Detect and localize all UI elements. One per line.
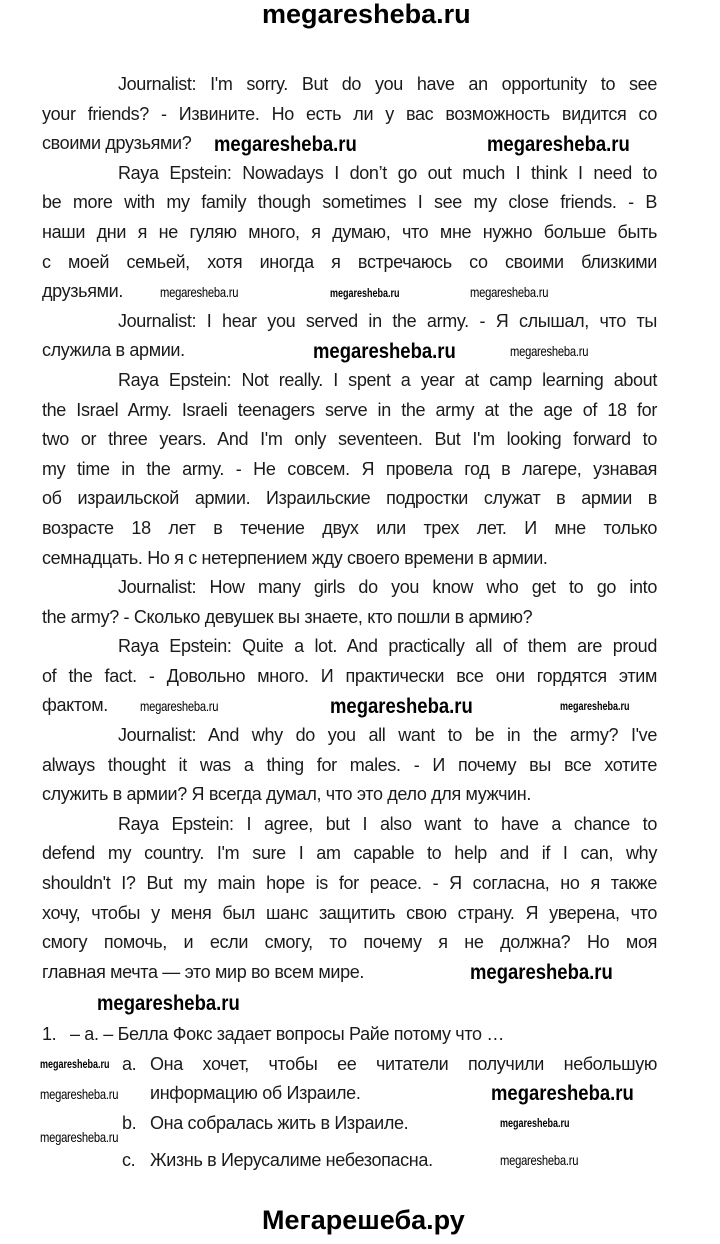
text-line: always thought it was a thing for males. - И почему вы все хотите [42, 754, 657, 775]
option-letter: c. [122, 1150, 136, 1171]
option-text: Она собралась жить в Израиле. [150, 1112, 409, 1133]
text-line: Journalist: And why do you all want to be in the army? I've [118, 725, 657, 746]
text-line: two or three years. And I'm only seventeen. But I'm looking forward to [42, 429, 657, 450]
text-line: об израильской армии. Израильские подростки служат в армии в [42, 488, 657, 509]
watermark: megaresheba.ru [97, 992, 240, 1015]
watermark: megaresheba.ru [40, 1129, 119, 1145]
watermark: megaresheba.ru [510, 343, 589, 359]
watermark: megaresheba.ru [140, 698, 219, 714]
text-line: the Israel Army. Israeli teenagers serve in the army at the age of 18 for [42, 399, 657, 420]
watermark: megaresheba.ru [487, 133, 630, 156]
watermark: megaresheba.ru [40, 1086, 119, 1102]
watermark: megaresheba.ru [330, 286, 400, 300]
text-line: главная мечта — это мир во всем мире. [42, 961, 365, 982]
option-text: информацию об Израиле. [150, 1083, 361, 1104]
text-line: семнадцать. Но я с нетерпением жду своего времени в армии. [42, 547, 548, 568]
text-line: Raya Epstein: Not really. I spent a year at camp learning about [118, 369, 657, 390]
option-item [42, 1050, 657, 1080]
text-line: my time in the army. - Не совсем. Я провела год в лагере, узнавая [42, 458, 657, 479]
text-line: наши дни я не гуляю много, я думаю, что мне нужно больше быть [42, 221, 657, 242]
paragraph [42, 573, 657, 632]
text-line: Journalist: How many girls do you know who get to go into [118, 577, 657, 598]
option-text: Она хочет, чтобы ее читатели получили небольшую [150, 1053, 657, 1074]
text-line: Raya Epstein: Nowadays I don’t go out much I think I need to [118, 162, 657, 183]
watermark: megaresheba.ru [560, 699, 630, 713]
header-watermark: megaresheba.ru [262, 0, 471, 29]
text-line: Journalist: I hear you served in the army. - Я слышал, что ты [118, 310, 657, 331]
question-number: 1. [42, 1024, 57, 1044]
watermark: megaresheba.ru [160, 284, 239, 300]
footer-watermark: Мегарешеба.ру [262, 1205, 465, 1235]
text-line: служила в армии. [42, 340, 185, 361]
question-item [42, 1020, 657, 1050]
paragraph [42, 721, 657, 810]
text-line: be more with my family though sometimes I see my close friends. - В [42, 192, 657, 213]
paragraph [42, 159, 657, 307]
text-line: of the fact. - Довольно много. И практически все они гордятся этим [42, 665, 657, 686]
text-line: смогу помочь, и если смогу, то почему я не должна? Но моя [42, 932, 657, 953]
option-letter: b. [122, 1112, 137, 1133]
paragraph [42, 366, 657, 573]
watermark: megaresheba.ru [470, 961, 613, 984]
text-line: возрасте 18 лет в течение двух или трех лет. И мне только [42, 517, 657, 538]
text-line: shouldn't I? But my main hope is for peace. - Я согласна, но я также [42, 873, 657, 894]
text-line: Journalist: I'm sorry. But do you have an opportunity to see [118, 74, 657, 94]
watermark: megaresheba.ru [313, 340, 456, 363]
watermark: megaresheba.ru [500, 1116, 570, 1130]
watermark: megaresheba.ru [470, 284, 549, 300]
text-line: служить в армии? Я всегда думал, что это дело для мужчин. [42, 784, 532, 805]
option-letter: a. [122, 1053, 137, 1074]
text-line: друзьями. [42, 281, 123, 302]
interview-text [42, 70, 657, 987]
text-line: фактом. [42, 695, 108, 716]
text-line: defend my country. I'm sure I am capable to help and if I can, why [42, 843, 657, 864]
question-text: – а. – Белла Фокс задает вопросы Райе потому что … [70, 1024, 504, 1044]
text-line: Raya Epstein: Quite a lot. And practically all of them are proud [118, 636, 657, 657]
watermark: megaresheba.ru [214, 133, 357, 156]
watermark: megaresheba.ru [330, 695, 473, 718]
text-line: the army? - Сколько девушек вы знаете, кто пошли в армию? [42, 606, 533, 627]
option-text: Жизнь в Иерусалиме небезопасна. [150, 1150, 433, 1171]
text-line: Raya Epstein: I agree, but I also want to have a chance to [118, 813, 657, 834]
text-line: своими друзьями? [42, 133, 192, 154]
watermark: megaresheba.ru [40, 1057, 110, 1071]
text-line: хочу, чтобы у меня был шанс защитить свою страну. Я уверена, что [42, 902, 657, 923]
text-line: с моей семьей, хотя иногда я встречаюсь со своими близкими [42, 251, 657, 272]
watermark: megaresheba.ru [500, 1152, 579, 1168]
watermark: megaresheba.ru [491, 1082, 634, 1105]
text-line: your friends? - Извините. Но есть ли у вас возможность видится со [42, 103, 657, 124]
